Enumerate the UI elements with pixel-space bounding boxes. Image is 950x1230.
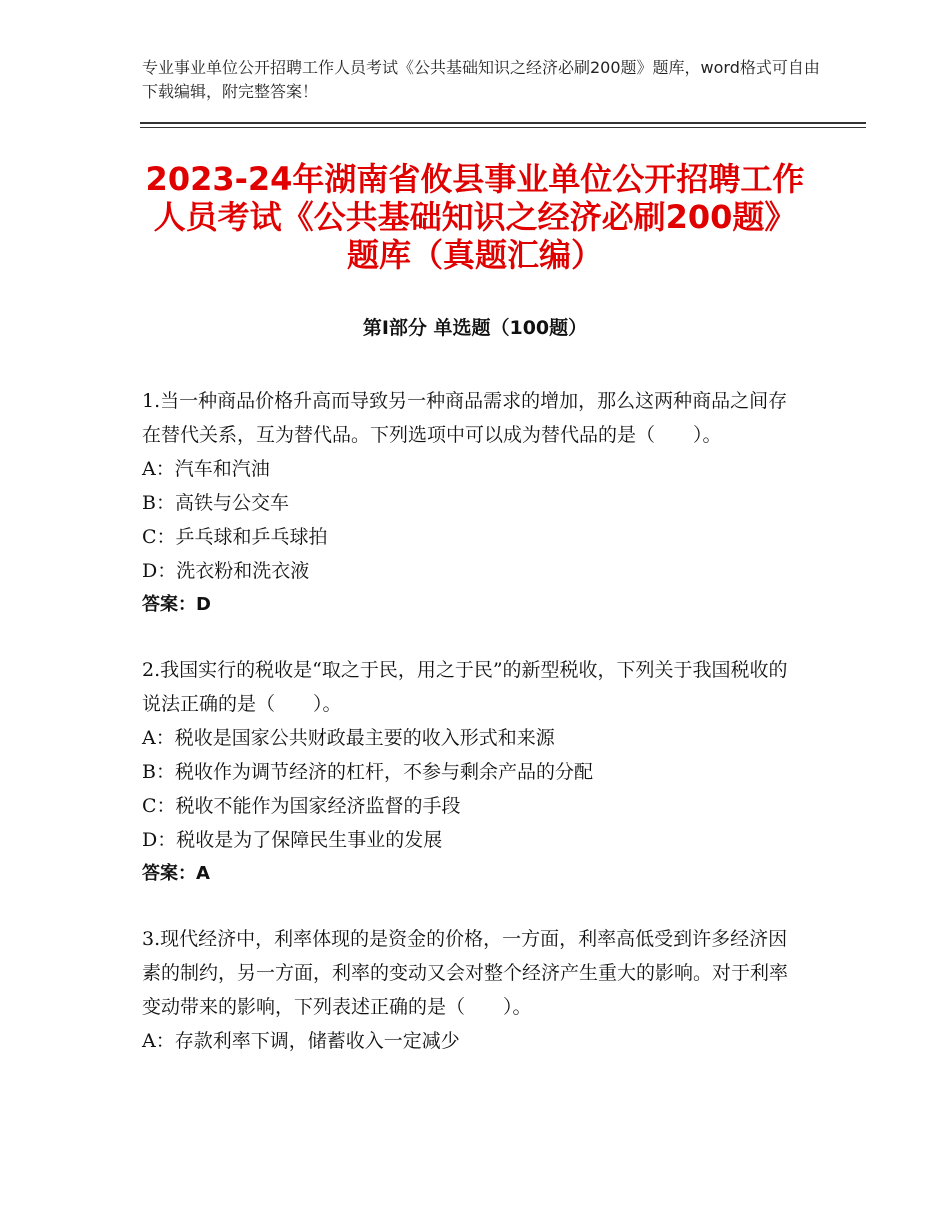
option-a: A：汽车和汽油 <box>142 458 270 480</box>
option-b: B：高铁与公交车 <box>142 492 289 514</box>
section-heading: 第Ⅰ部分 单选题（100题） <box>362 317 588 339</box>
option-d: D：洗衣粉和洗衣液 <box>142 560 310 582</box>
question-stem: 1.当一种商品价格升高而导致另一种商品需求的增加，那么这两种商品之间存在替代关系，互为替代品。下列选项中可以成为替代品的是（ ）。 <box>142 390 788 446</box>
question-list <box>142 384 802 1089</box>
option-c: C：税收不能作为国家经济监督的手段 <box>142 795 461 817</box>
header-divider <box>140 122 866 124</box>
option-b: B：税收作为调节经济的杠杆，不参与剩余产品的分配 <box>142 761 593 783</box>
question-2 <box>142 653 802 891</box>
option-a: A：税收是国家公共财政最主要的收入形式和来源 <box>142 727 555 749</box>
document-title: 2023-24年湖南省攸县事业单位公开招聘工作人员考试《公共基础知识之经济必刷200题》题库（真题汇编） <box>145 160 805 274</box>
option-a: A：存款利率下调，储蓄收入一定减少 <box>142 1030 460 1052</box>
question-stem: 2.我国实行的税收是“取之于民，用之于民”的新型税收，下列关于我国税收的说法正确的是（ ）。 <box>142 659 788 715</box>
option-d: D：税收是为了保障民生事业的发展 <box>142 829 443 851</box>
answer: 答案：A <box>142 863 210 884</box>
question-1 <box>142 384 802 622</box>
question-3 <box>142 922 802 1058</box>
header-note: 专业事业单位公开招聘工作人员考试《公共基础知识之经济必刷200题》题库，word格式可自由下载编辑，附完整答案！ <box>142 58 820 101</box>
header-divider-thin <box>140 127 866 128</box>
answer: 答案：D <box>142 594 211 615</box>
option-c: C：乒乓球和乒乓球拍 <box>142 526 328 548</box>
question-stem: 3.现代经济中，利率体现的是资金的价格，一方面，利率高低受到许多经济因素的制约，另一方面，利率的变动又会对整个经济产生重大的影响。对于利率变动带来的影响，下列表述正确的是（ ）。 <box>142 928 789 1018</box>
